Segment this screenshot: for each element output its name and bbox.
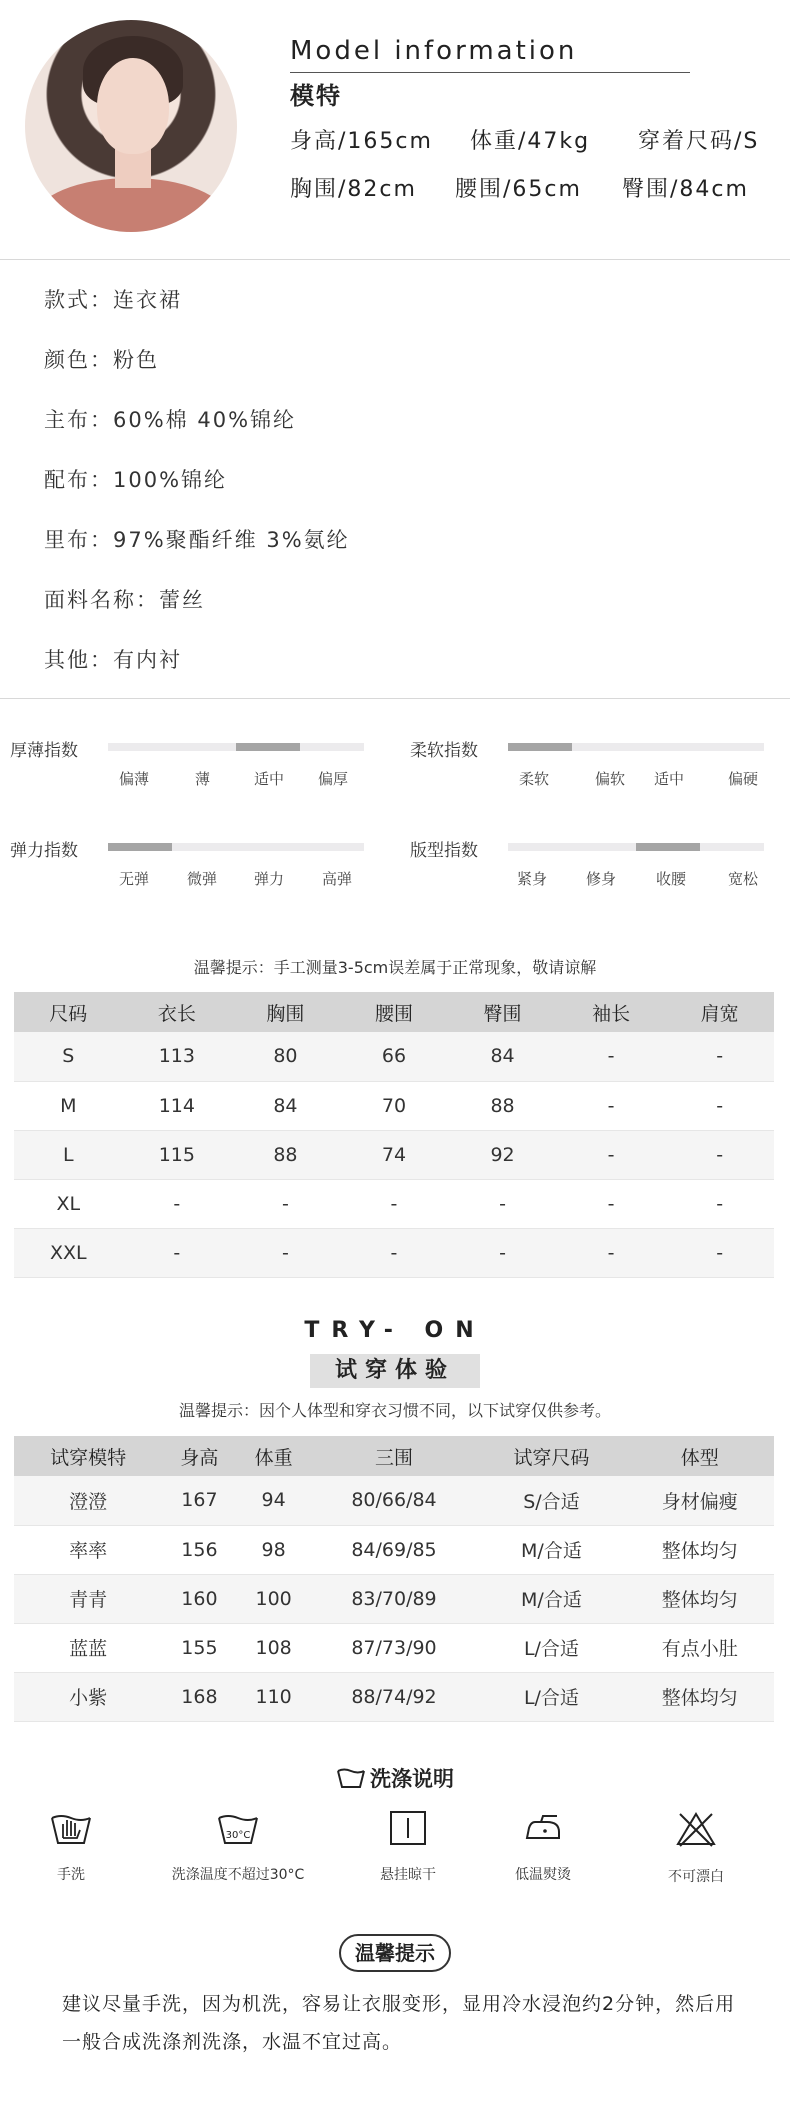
table-cell: S: [14, 1032, 123, 1081]
index-option: 微弹: [187, 870, 218, 888]
header-cell: 袖长: [557, 992, 666, 1032]
wash-item-hand: [0, 1810, 161, 1884]
header-cell: 胸围: [231, 992, 340, 1032]
table-cell: -: [665, 1130, 774, 1179]
table-cell: L: [14, 1130, 123, 1179]
table-cell: 66: [340, 1032, 449, 1081]
table-cell: 83/70/89: [311, 1574, 478, 1623]
table-cell: 80: [231, 1032, 340, 1081]
table-cell: 94: [237, 1476, 311, 1525]
index-option: 偏薄: [119, 770, 150, 788]
index-option: 柔软: [519, 770, 550, 788]
table-cell: 青青: [14, 1574, 162, 1623]
index-option: 适中: [254, 770, 285, 788]
index-option: 高弹: [322, 870, 353, 888]
table-cell: -: [557, 1179, 666, 1228]
header-cell: 肩宽: [665, 992, 774, 1032]
tryon-subtitle: 试穿体验: [310, 1354, 480, 1388]
table-cell: -: [665, 1179, 774, 1228]
spec-fabric-name: 面料名称：蕾丝: [44, 588, 205, 612]
header-cell: 尺码: [14, 992, 123, 1032]
header-cell: 体型: [626, 1436, 774, 1476]
index-marker-fit: [636, 843, 700, 851]
index-marker-softness: [508, 743, 572, 751]
wash-label: 不可漂白: [668, 1869, 724, 1885]
wash-label: 手洗: [57, 1867, 85, 1883]
wash-temp-text: 30°C: [225, 1830, 251, 1841]
wash-30-icon: [216, 1810, 260, 1846]
tryon-note: 温馨提示：因个人体型和穿衣习惯不同，以下试穿仅供参考。: [178, 1401, 611, 1420]
no-bleach-icon: [674, 1810, 718, 1848]
size-note: 温馨提示：手工测量3-5cm误差属于正常现象，敬请谅解: [193, 958, 597, 977]
title-underline: [290, 72, 690, 73]
table-row: [14, 1228, 774, 1277]
table-cell: 70: [340, 1081, 449, 1130]
table-row: [14, 1179, 774, 1228]
wash-item-bleach: [606, 1810, 786, 1886]
index-label-thickness: 厚薄指数: [10, 741, 78, 761]
table-cell: 整体均匀: [626, 1525, 774, 1574]
table-cell: -: [231, 1228, 340, 1277]
table-cell: 100: [237, 1574, 311, 1623]
table-cell: 84: [448, 1032, 557, 1081]
index-label-fit: 版型指数: [410, 841, 478, 861]
table-cell: 88: [231, 1130, 340, 1179]
spec-style: 款式：连衣裙: [44, 288, 182, 312]
wash-basin-icon: [336, 1767, 366, 1789]
tips-text: 建议尽量手洗，因为机洗，容易让衣服变形，显用冷水浸泡约2分钟，然后用一般合成洗涤剂洗涤，水温不宜过高。: [62, 1993, 736, 2053]
table-cell: M: [14, 1081, 123, 1130]
table-cell: 92: [448, 1130, 557, 1179]
table-cell: -: [665, 1032, 774, 1081]
table-cell: M/合适: [477, 1525, 625, 1574]
table-cell: 整体均匀: [626, 1672, 774, 1721]
index-label-softness: 柔软指数: [410, 741, 478, 761]
table-cell: 88/74/92: [311, 1672, 478, 1721]
table-cell: -: [557, 1130, 666, 1179]
table-cell: -: [557, 1032, 666, 1081]
table-cell: 115: [123, 1130, 232, 1179]
index-option: 宽松: [728, 870, 759, 888]
section-divider: [0, 698, 790, 699]
spec-lining: 里布：97%聚酯纤维 3%氨纶: [44, 528, 350, 552]
index-option: 弹力: [254, 870, 285, 888]
tryon-table-header: [14, 1436, 774, 1476]
index-option: 偏硬: [728, 770, 759, 788]
header-cell: 体重: [237, 1436, 311, 1476]
table-cell: -: [448, 1179, 557, 1228]
table-cell: 108: [237, 1623, 311, 1672]
table-cell: L/合适: [477, 1672, 625, 1721]
size-table: [14, 992, 774, 1278]
index-bar-elasticity: [108, 843, 364, 851]
header-cell: 三围: [311, 1436, 478, 1476]
spec-color: 颜色：粉色: [44, 348, 159, 372]
index-option: 无弹: [119, 870, 150, 888]
table-cell: 74: [340, 1130, 449, 1179]
table-cell: 蓝蓝: [14, 1623, 162, 1672]
header-cell: 身高: [162, 1436, 236, 1476]
table-cell: 155: [162, 1623, 236, 1672]
index-option: 偏软: [595, 770, 626, 788]
index-option: 修身: [586, 870, 617, 888]
index-option: 偏厚: [318, 770, 349, 788]
table-cell: 114: [123, 1081, 232, 1130]
table-cell: XL: [14, 1179, 123, 1228]
index-option: 收腰: [656, 870, 687, 888]
wash-label: 洗涤温度不超过30°C: [171, 1867, 305, 1883]
table-cell: 98: [237, 1525, 311, 1574]
header-cell: 试穿模特: [14, 1436, 162, 1476]
table-cell: 113: [123, 1032, 232, 1081]
model-bust: 胸围/82cm: [290, 177, 417, 202]
table-cell: 84: [231, 1081, 340, 1130]
table-row: [14, 1672, 774, 1721]
table-cell: 率率: [14, 1525, 162, 1574]
low-iron-icon: [521, 1810, 565, 1846]
table-cell: XXL: [14, 1228, 123, 1277]
hand-wash-icon: [49, 1810, 93, 1846]
table-cell: -: [448, 1228, 557, 1277]
header-cell: 臀围: [448, 992, 557, 1032]
index-bar-fit: [508, 843, 764, 851]
size-table-header: [14, 992, 774, 1032]
index-marker-elasticity: [108, 843, 172, 851]
wash-label: 悬挂晾干: [380, 1867, 436, 1883]
index-bar-thickness: [108, 743, 364, 751]
table-cell: L/合适: [477, 1623, 625, 1672]
wash-label: 低温熨烫: [515, 1867, 571, 1883]
table-cell: 小紫: [14, 1672, 162, 1721]
spec-other: 其他：有内衬: [44, 648, 182, 672]
header-cell: 试穿尺码: [477, 1436, 625, 1476]
model-avatar: [25, 20, 237, 232]
table-cell: -: [665, 1228, 774, 1277]
model-size: 穿着尺码/S: [638, 129, 760, 154]
table-cell: -: [123, 1228, 232, 1277]
model-subtitle: 模特: [290, 82, 342, 110]
table-cell: 156: [162, 1525, 236, 1574]
spec-main-fabric: 主布：60%棉 40%锦纶: [44, 408, 297, 432]
model-waist: 腰围/65cm: [455, 177, 582, 202]
table-cell: 110: [237, 1672, 311, 1721]
index-label-elasticity: 弹力指数: [10, 841, 78, 861]
wash-title-text: 洗涤说明: [370, 1767, 454, 1791]
model-weight: 体重/47kg: [470, 129, 591, 154]
table-row: [14, 1032, 774, 1081]
table-cell: 身材偏瘦: [626, 1476, 774, 1525]
index-bar-softness: [508, 743, 764, 751]
table-cell: 有点小肚: [626, 1623, 774, 1672]
model-height: 身高/165cm: [290, 129, 433, 154]
table-cell: 88: [448, 1081, 557, 1130]
index-option: 紧身: [517, 870, 548, 888]
table-cell: S/合适: [477, 1476, 625, 1525]
table-cell: 整体均匀: [626, 1574, 774, 1623]
table-row: [14, 1623, 774, 1672]
table-cell: 168: [162, 1672, 236, 1721]
tips-badge: 温馨提示: [339, 1934, 451, 1972]
table-cell: 澄澄: [14, 1476, 162, 1525]
table-row: [14, 1130, 774, 1179]
table-cell: 160: [162, 1574, 236, 1623]
table-cell: -: [123, 1179, 232, 1228]
hang-dry-icon: [388, 1810, 428, 1846]
wash-section-title: [0, 1763, 790, 1793]
table-cell: 167: [162, 1476, 236, 1525]
table-row: [14, 1476, 774, 1525]
table-cell: -: [340, 1179, 449, 1228]
spec-secondary-fabric: 配布：100%锦纶: [44, 468, 228, 492]
table-cell: 80/66/84: [311, 1476, 478, 1525]
table-cell: -: [231, 1179, 340, 1228]
table-cell: -: [557, 1228, 666, 1277]
wash-item-temp: [148, 1810, 328, 1884]
header-cell: 衣长: [123, 992, 232, 1032]
index-marker-thickness: [236, 743, 300, 751]
model-info-section: [0, 0, 790, 260]
table-cell: -: [665, 1081, 774, 1130]
table-row: [14, 1081, 774, 1130]
table-row: [14, 1574, 774, 1623]
tryon-table: [14, 1436, 774, 1722]
table-cell: 84/69/85: [311, 1525, 478, 1574]
table-cell: 87/73/90: [311, 1623, 478, 1672]
index-option: 适中: [654, 770, 685, 788]
table-cell: -: [557, 1081, 666, 1130]
table-cell: M/合适: [477, 1574, 625, 1623]
header-cell: 腰围: [340, 992, 449, 1032]
table-cell: -: [340, 1228, 449, 1277]
model-info-title: Model information: [290, 36, 578, 66]
tryon-title: TRY- ON: [304, 1318, 486, 1343]
table-row: [14, 1525, 774, 1574]
model-hip: 臀围/84cm: [622, 177, 749, 202]
index-option: 薄: [195, 770, 211, 788]
